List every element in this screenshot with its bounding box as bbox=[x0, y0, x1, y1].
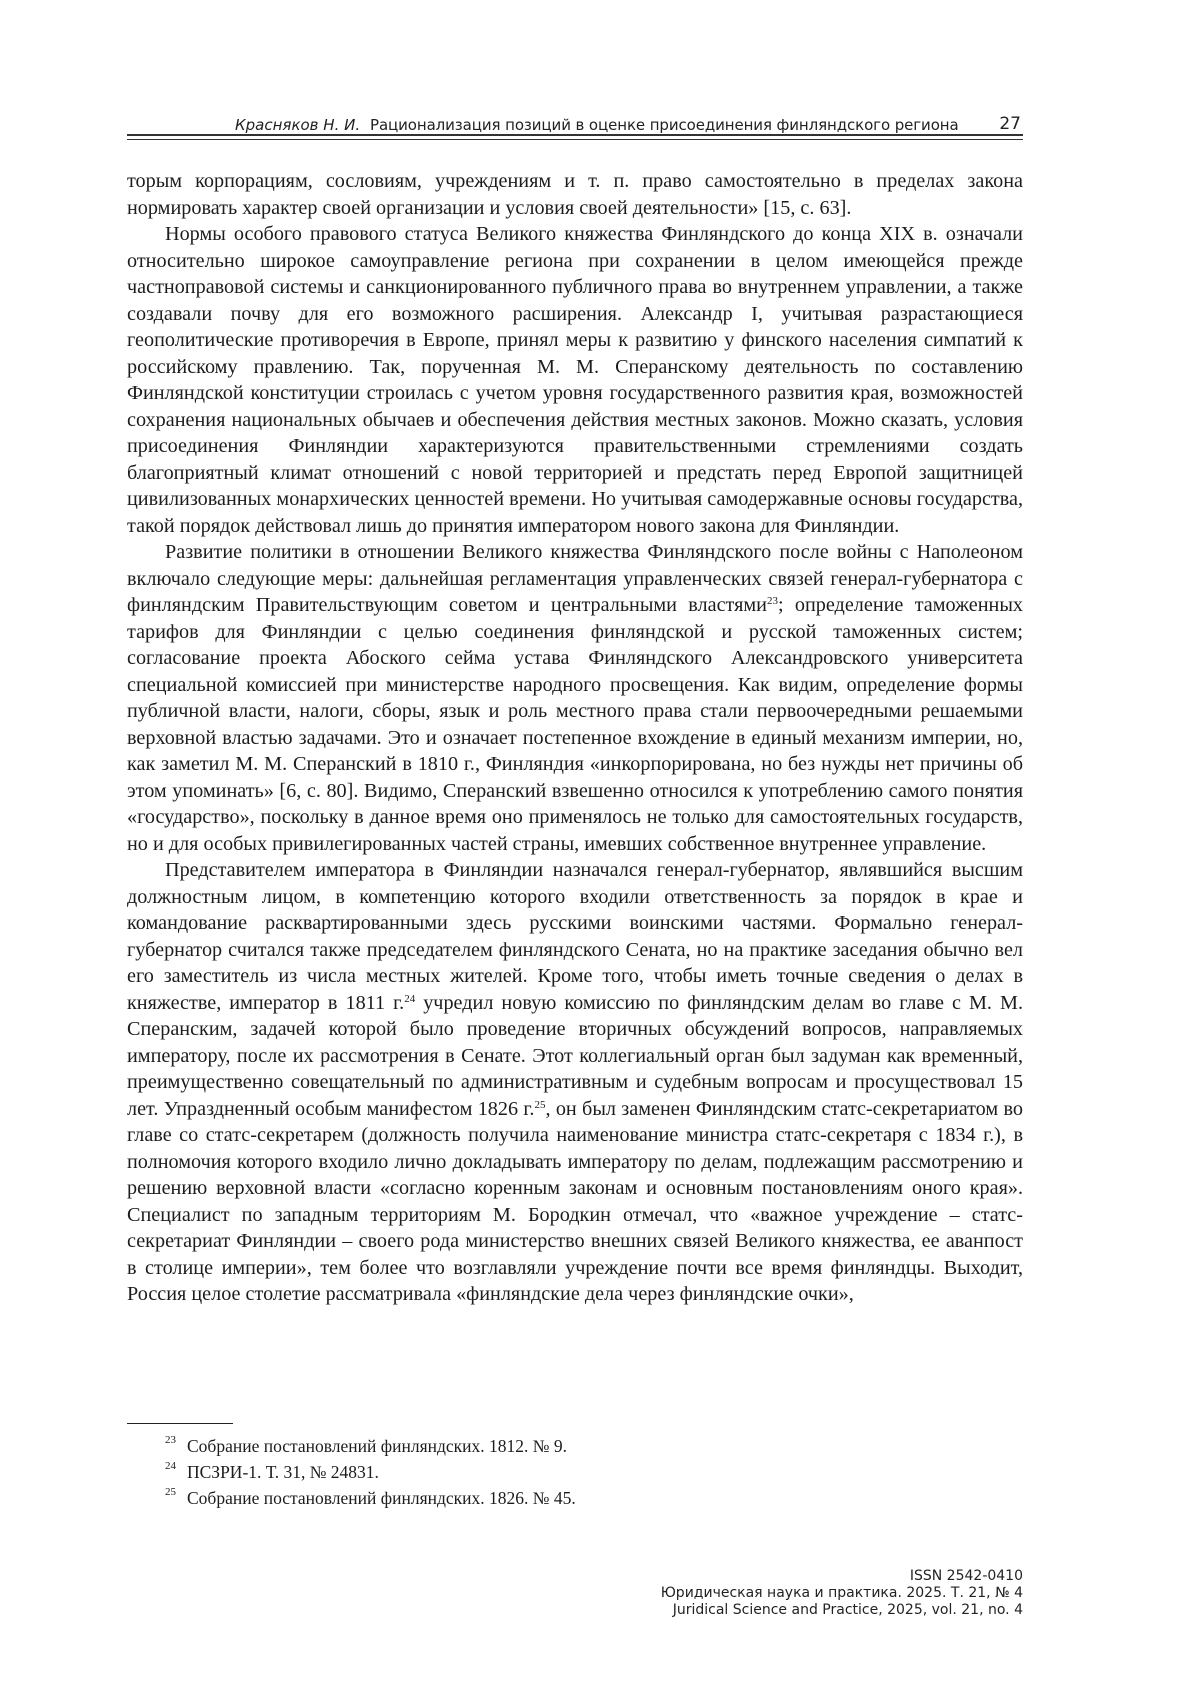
footnote-number: 25 bbox=[165, 1486, 176, 1498]
paragraph-4-text-b: учредил новую комиссию по финляндским делам во главе с М. М. Сперанским, задачей которой было проведение вторичных обсуждений вопросов, направляемых императору, после их рассмотрения в Сенате. Этот коллегиальный орган был задуман как временный, преимущественно совещательный по административным и судебным вопросам и просуществовал 15 лет. Упраздненный особым манифестом 1826 г. bbox=[127, 991, 1023, 1120]
header-rule-thick bbox=[127, 134, 1023, 136]
footnote-ref-23[interactable]: 23 bbox=[766, 595, 778, 607]
footnote-number: 24 bbox=[165, 1460, 176, 1472]
footnote-separator bbox=[127, 1423, 233, 1424]
page-number: 27 bbox=[999, 114, 1021, 134]
footnote-ref-24[interactable]: 24 bbox=[404, 992, 416, 1005]
footnote-23 bbox=[165, 1433, 1015, 1459]
paragraph-3-text-a: Развитие политики в отношении Великого княжества Финляндского после войны с Наполеоном включало следующие меры: дальнейшая регламентация управленческих связей генерал-губернатора с финляндским Правительствующим советом и центральными властями bbox=[127, 541, 1023, 616]
journal-citation-ru: Юридическая наука и практика. 2025. Т. 21, № 4 bbox=[660, 1585, 1023, 1601]
footnote-25 bbox=[165, 1485, 1015, 1511]
paragraph-4 bbox=[127, 857, 1023, 1308]
paragraph-2-text: Нормы особого правового статуса Великого княжества Финляндского до конца XIX в. означали относительно широкое самоуправление региона при сохранении в целом имеющейся прежде частноправовой системы и санкционированного публичного права во внутреннем управлении, а также создавали почву для его возможного расширения. Александр I, учитывая разрастающиеся геополитические противоречия в Европе, принял меры к развитию у финского населения симпатий к российскому правлению. Так, порученная М. М. Сперанскому деятельность по составлению Финляндской конституции строилась с учетом уровня государственного развития края, возможностей сохранения национальных обычаев и обеспечения действия местных законов. Можно сказать, условия присоединения Финляндии характеризуются правительственными стремлениями создать благоприятный климат отношений с новой территорией и предстать перед Европой защитницей цивилизованных монархических ценностей времени. Но учитывая самодержавные основы государства, такой порядок действовал лишь до принятия императором нового закона для Финляндии. bbox=[127, 223, 1023, 537]
header-rule-thin bbox=[127, 139, 1023, 140]
footnote-text: Собрание постановлений финляндских. 1812. № 9. bbox=[187, 1436, 567, 1456]
footnotes bbox=[165, 1433, 1015, 1511]
running-head-title: Рационализация позиций в оценке присоединения финляндского региона bbox=[370, 116, 959, 134]
journal-citation-en: Juridical Science and Practice, 2025, vol. 21, no. 4 bbox=[672, 1602, 1023, 1618]
paragraph-1-text: торым корпорациям, сословиям, учреждениям и т. п. право самостоятельно в пределах закона нормировать характер своей организации и условия своей деятельности» [15, с. 63]. bbox=[127, 170, 1023, 219]
running-head-author: Красняков Н. И. bbox=[235, 116, 361, 134]
paragraph-3-text-b: ; определение таможенных тарифов для Финляндии с целью соединения финляндской и русской таможенных систем; согласование проекта Абоского сейма устава Финляндского Александровского университета специальной комиссией при министерстве народного просвещения. Как видим, определение формы публичной власти, налоги, сборы, язык и роль местного права стали первоочередными решаемыми верховной властью задачами. Это и означает постепенное вхождение в единый механизм империи, но, как заметил М. М. Сперанский в 1810 г., Финляндия «инкорпорирована, но без нужды нет причины об этом упоминать» [6, с. 80]. Видимо, Сперанский взвешенно относился к употреблению самого понятия «государство», поскольку в данное время оно применялось не только для самостоятельных государств, но и для особых привилегированных частей страны, имевших собственное внутреннее управление. bbox=[127, 594, 1023, 855]
paragraph-2 bbox=[127, 221, 1023, 539]
paragraph-1 bbox=[127, 168, 1023, 221]
paragraph-3 bbox=[127, 539, 1023, 857]
paragraph-4-text-a: Представителем императора в Финляндии назначался генерал-губернатор, являвшийся высшим должностным лицом, в компетенцию которого входили ответственность за порядок в крае и командование расквартированными здесь русскими воинскими частями. Формально генерал-губернатор считался также председателем финляндского Сената, но на практике заседания обычно вел его заместитель из числа местных жителей. Кроме того, чтобы иметь точные сведения о делах в княжестве, император в 1811 г. bbox=[127, 859, 1023, 1014]
footnote-ref-25[interactable]: 25 bbox=[534, 1098, 546, 1111]
journal-imprint bbox=[661, 1568, 1023, 1619]
footnote-text: Собрание постановлений финляндских. 1826. № 45. bbox=[187, 1488, 576, 1508]
footnote-number: 23 bbox=[165, 1434, 176, 1446]
body-text bbox=[127, 168, 1023, 1308]
issn: ISSN 2542-0410 bbox=[909, 1568, 1023, 1584]
footnote-text: ПСЗРИ-1. Т. 31, № 24831. bbox=[187, 1462, 379, 1482]
paragraph-4-text-c: , он был заменен Финляндским статс-секретариатом во главе со статс-секретарем (должность получила наименование министра статс-секретаря с 1834 г.), в полномочия которого входило лично докладывать императору по делам, подлежащим рассмотрению и решению верховной власти «согласно коренным законам и основным постановлениям оного края». Специалист по западным территориям М. Бородкин отмечал, что «важное учреждение – статс-секретариат Финляндии – своего рода министерство внешних связей Великого княжества, ее аванпост в столице империи», тем более что возглавляли учреждение почти все время финляндцы. Выходит, Россия целое столетие рассматривала «финляндские дела через финляндские очки», bbox=[127, 1097, 1023, 1305]
footnote-24 bbox=[165, 1459, 1015, 1485]
